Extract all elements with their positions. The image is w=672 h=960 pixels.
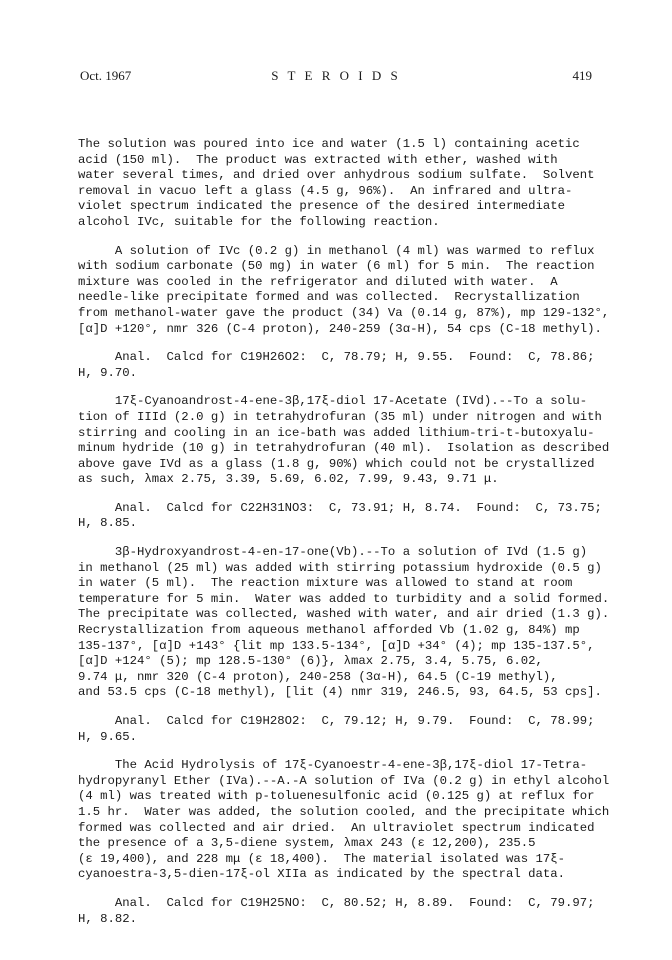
issue-date: Oct. 1967 [80, 68, 132, 83]
text-line: hydropyranyl Ether (IVa).--A.-A solution of IVa (0.2 g) in ethyl alcohol [78, 773, 610, 788]
paragraph-ivd-preparation [78, 394, 623, 488]
paragraph-workup [78, 137, 623, 231]
text-line: The precipitate was collected, washed with water, and air dried (1.3 g). [78, 607, 610, 622]
text-line: violet spectrum indicated the presence of the desired intermediate [78, 199, 566, 214]
text-line: The Acid Hydrolysis of 17ξ-Cyanoestr-4-ene-3β,17ξ-diol 17-Tetra- [78, 758, 588, 773]
text-line: the presence of a 3,5-diene system, λmax 243 (ε 12,200), 235.5 [78, 836, 536, 851]
text-line: above gave IVd as a glass (1.8 g, 90%) which could not be crystallized [78, 456, 595, 471]
text-line: as such, λmax 2.75, 3.39, 5.69, 6.02, 7.99, 9.43, 9.71 μ. [78, 472, 499, 487]
text-line: A solution of IVc (0.2 g) in methanol (4 ml) was warmed to reflux [78, 243, 595, 258]
analysis-ivd [78, 501, 623, 532]
text-line: in water (5 ml). The reaction mixture was allowed to stand at room [78, 576, 573, 591]
text-line: water several times, and dried over anhydrous sodium sulfate. Solvent [78, 168, 595, 183]
analysis-va [78, 350, 623, 381]
text-line: alcohol IVc, suitable for the following reaction. [78, 214, 440, 229]
text-line: 3β-Hydroxyandrost-4-en-17-one(Vb).--To a solution of IVd (1.5 g) [78, 545, 588, 560]
text-line: mixture was cooled in the refrigerator and diluted with water. A [78, 274, 558, 289]
text-line: Anal. Calcd for C19H26O2: C, 78.79; H, 9.55. Found: C, 78.86; [78, 350, 595, 365]
paragraph-vb-preparation [78, 545, 623, 701]
text-line: (ε 19,400), and 228 mμ (ε 18,400). The material isolated was 17ξ- [78, 851, 566, 866]
text-line: minum hydride (10 g) in tetrahydrofuran (40 ml). Isolation as described [78, 441, 610, 456]
text-line: and 53.5 cps (C-18 methyl), [lit (4) nmr 319, 246.5, 93, 64.5, 53 cps]. [78, 685, 602, 700]
text-line: 17ξ-Cyanoandrost-4-ene-3β,17ξ-diol 17-Acetate (IVd).--To a solu- [78, 394, 588, 409]
text-line: from methanol-water gave the product (34) Va (0.14 g, 87%), mp 129-132°, [78, 305, 610, 320]
analysis-vb [78, 714, 623, 745]
text-line: [α]D +120°, nmr 326 (C-4 proton), 240-259 (3α-H), 54 cps (C-18 methyl). [78, 321, 602, 336]
text-line: formed was collected and air dried. An ultraviolet spectrum indicated [78, 820, 595, 835]
text-line: The solution was poured into ice and water (1.5 l) containing acetic [78, 137, 580, 151]
text-line: (4 ml) was treated with p-toluenesulfonic acid (0.125 g) at reflux for [78, 789, 595, 804]
paragraph-ivc-reaction [78, 244, 623, 338]
analysis-xiia [78, 896, 623, 927]
page-header [80, 68, 592, 86]
text-line: H, 9.65. [78, 729, 138, 744]
page-number: 419 [572, 68, 592, 83]
text-line: needle-like precipitate formed and was collected. Recrystallization [78, 290, 580, 305]
text-line: temperature for 5 min. Water was added to turbidity and a solid formed. [78, 591, 610, 606]
journal-title: S T E R O I D S [271, 68, 401, 83]
text-line: stirring and cooling in an ice-bath was added lithium-tri-t-butoxyalu- [78, 425, 595, 440]
text-line: 9.74 μ, nmr 320 (C-4 proton), 240-258 (3α-H), 64.5 (C-19 methyl), [78, 669, 558, 684]
text-line: Anal. Calcd for C19H28O2: C, 79.12; H, 9.79. Found: C, 78.99; [78, 714, 595, 728]
text-line: Anal. Calcd for C19H25NO: C, 80.52; H, 8.89. Found: C, 79.97; [78, 895, 595, 910]
text-line: Recrystallization from aqueous methanol afforded Vb (1.02 g, 84%) mp [78, 623, 580, 638]
text-line: H, 8.82. [78, 911, 138, 926]
text-line: 1.5 hr. Water was added, the solution cooled, and the precipitate which [78, 804, 610, 819]
text-line: cyanoestra-3,5-dien-17ξ-ol XIIa as indicated by the spectral data. [78, 867, 566, 882]
text-line: Anal. Calcd for C22H31NO3: C, 73.91; H, 8.74. Found: C, 73.75; [78, 500, 602, 515]
article-body [78, 137, 623, 940]
text-line: 135-137°, [α]D +143° {lit mp 133.5-134°, [α]D +34° (4); mp 135-137.5°, [78, 638, 595, 653]
text-line: tion of IIId (2.0 g) in tetrahydrofuran (35 ml) under nitrogen and with [78, 409, 602, 424]
paragraph-acid-hydrolysis [78, 758, 623, 883]
text-line: H, 9.70. [78, 365, 138, 380]
text-line: [α]D +124° (5); mp 128.5-130° (6)}, λmax 2.75, 3.4, 5.75, 6.02, [78, 654, 543, 669]
text-line: acid (150 ml). The product was extracted with ether, washed with [78, 152, 558, 167]
text-line: with sodium carbonate (50 mg) in water (6 ml) for 5 min. The reaction [78, 259, 595, 274]
text-line: in methanol (25 ml) was added with stirring potassium hydroxide (0.5 g) [78, 560, 602, 575]
text-line: H, 8.85. [78, 516, 138, 531]
text-line: removal in vacuo left a glass (4.5 g, 96%). An infrared and ultra- [78, 183, 573, 198]
